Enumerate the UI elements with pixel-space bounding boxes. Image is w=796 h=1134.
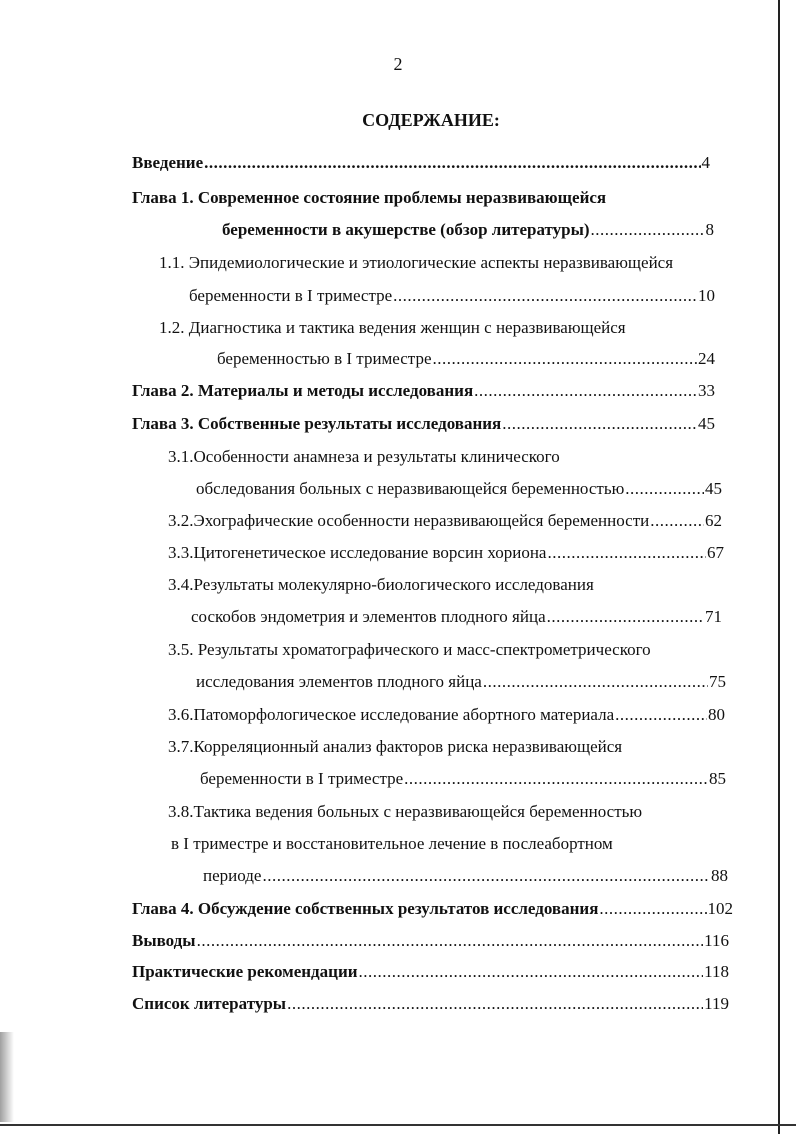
toc-entry-3-8[interactable] — [203, 864, 728, 888]
toc-entry-page: 119 — [704, 994, 729, 1013]
leader-dots — [204, 151, 700, 175]
leader-dots — [433, 347, 698, 371]
toc-entry-page: 33 — [698, 381, 715, 400]
toc-entry-page: 75 — [709, 672, 726, 691]
leader-dots — [547, 605, 704, 629]
toc-entry-1-1-line-1[interactable]: 1.1. Эпидемиологические и этиологические аспекты неразвивающейся — [159, 253, 674, 272]
leader-dots — [599, 897, 706, 921]
toc-entry-3-5[interactable] — [196, 670, 726, 694]
scan-smudge — [0, 1032, 14, 1122]
toc-entry-1-2-line-1[interactable]: 1.2. Диагностика и тактика ведения женщин с неразвивающейся — [159, 318, 626, 337]
toc-entry-page: 62 — [705, 511, 722, 530]
toc-entry-text: 3.3.Цитогенетическое исследование ворсин хориона — [168, 543, 547, 562]
toc-entry-text: Введение — [132, 153, 204, 172]
toc-entry-text: Глава 4. Обсуждение собственных результатов исследования — [132, 899, 599, 918]
toc-entry-3-4-line-1[interactable]: 3.4.Результаты молекулярно-биологического исследования — [168, 575, 594, 594]
toc-entry-text: беременности в I триместре — [189, 286, 393, 305]
toc-entry-text: периоде — [203, 866, 262, 885]
scan-edge-right — [778, 0, 780, 1134]
toc-entry-text: обследования больных с неразвивающейся беременностью — [196, 479, 625, 498]
toc-entry-chapter-4[interactable] — [132, 897, 733, 921]
leader-dots — [591, 218, 705, 242]
toc-entry-3-2[interactable] — [168, 509, 722, 533]
toc-entry-1-1[interactable] — [189, 284, 715, 308]
toc-entry-chapter-1[interactable] — [222, 218, 714, 242]
toc-entry-page: 10 — [698, 286, 715, 305]
toc-entry-text: беременностью в I триместре — [217, 349, 432, 368]
toc-entry-text: беременности в I триместре — [200, 769, 404, 788]
toc-entry-page: 118 — [704, 962, 729, 981]
toc-entry-3-6[interactable] — [168, 703, 725, 727]
leader-dots — [547, 541, 706, 565]
toc-entry-page: 102 — [707, 899, 733, 918]
toc-entry-chapter-3[interactable] — [132, 412, 715, 436]
leader-dots — [262, 864, 710, 888]
toc-entry-text: исследования элементов плодного яйца — [196, 672, 482, 691]
toc-entry-text: соскобов эндометрия и элементов плодного яйца — [191, 607, 546, 626]
leader-dots — [502, 412, 697, 436]
toc-entry-page: 71 — [705, 607, 722, 626]
toc-entry-text: Выводы — [132, 931, 196, 950]
toc-entry-text: Практические рекомендации — [132, 962, 358, 981]
toc-entry-3-7[interactable] — [200, 767, 726, 791]
toc-entry-1-2[interactable] — [217, 347, 715, 371]
leader-dots — [287, 992, 703, 1016]
toc-entry-text: 3.6.Патоморфологическое исследование абортного материала — [168, 705, 615, 724]
toc-entry-3-3[interactable] — [168, 541, 724, 565]
leader-dots — [650, 509, 704, 533]
toc-entry-page: 4 — [701, 153, 710, 172]
toc-entry-3-1-line-1[interactable]: 3.1.Особенности анамнеза и результаты клинического — [168, 447, 560, 466]
leader-dots — [359, 960, 704, 984]
toc-entry-3-7-line-1[interactable]: 3.7.Корреляционный анализ факторов риска неразвивающейся — [168, 737, 623, 756]
toc-entry-3-1[interactable] — [196, 477, 722, 501]
leader-dots — [197, 929, 704, 953]
toc-title: СОДЕРЖАНИЕ: — [362, 110, 500, 130]
toc-entry-text: Глава 2. Материалы и методы исследования — [132, 381, 474, 400]
leader-dots — [615, 703, 707, 727]
page-number: 2 — [393, 54, 403, 74]
toc-entry-page: 24 — [698, 349, 715, 368]
toc-entry-page: 88 — [711, 866, 728, 885]
leader-dots — [474, 379, 697, 403]
leader-dots — [393, 284, 697, 308]
leader-dots — [625, 477, 704, 501]
toc-entry-3-8-line-2[interactable]: в I триместре и восстановительное лечение в послеабортном — [171, 834, 613, 853]
scan-edge-bottom — [0, 1124, 796, 1126]
toc-entry-chapter-2[interactable] — [132, 379, 715, 403]
toc-entry-text: 3.2.Эхографические особенности неразвивающейся беременности — [168, 511, 650, 530]
toc-entry-page: 80 — [708, 705, 725, 724]
toc-entry-page: 45 — [698, 414, 715, 433]
toc-entry-page: 85 — [709, 769, 726, 788]
toc-entry-3-5-line-1[interactable]: 3.5. Результаты хроматографического и масс-спектрометрического — [168, 640, 651, 659]
toc-entry-page: 67 — [707, 543, 724, 562]
toc-entry-text: Список литературы — [132, 994, 287, 1013]
leader-dots — [483, 670, 708, 694]
toc-entry-page: 8 — [705, 220, 714, 239]
toc-entry-page: 116 — [704, 931, 729, 950]
toc-entry-recommendations[interactable] — [132, 960, 729, 984]
toc-entry-page: 45 — [705, 479, 722, 498]
toc-entry-chapter-1-line-1[interactable]: Глава 1. Современное состояние проблемы неразвивающейся — [132, 188, 607, 207]
toc-entry-3-8-line-1[interactable]: 3.8.Тактика ведения больных с неразвивающейся беременностью — [168, 802, 643, 821]
toc-entry-text: беременности в акушерстве (обзор литературы) — [222, 220, 590, 239]
toc-entry-intro[interactable] — [132, 151, 710, 175]
toc-entry-conclusions[interactable] — [132, 929, 729, 953]
leader-dots — [404, 767, 708, 791]
toc-entry-3-4[interactable] — [191, 605, 722, 629]
toc-entry-text: Глава 3. Собственные результаты исследования — [132, 414, 502, 433]
toc-entry-references[interactable] — [132, 992, 729, 1016]
